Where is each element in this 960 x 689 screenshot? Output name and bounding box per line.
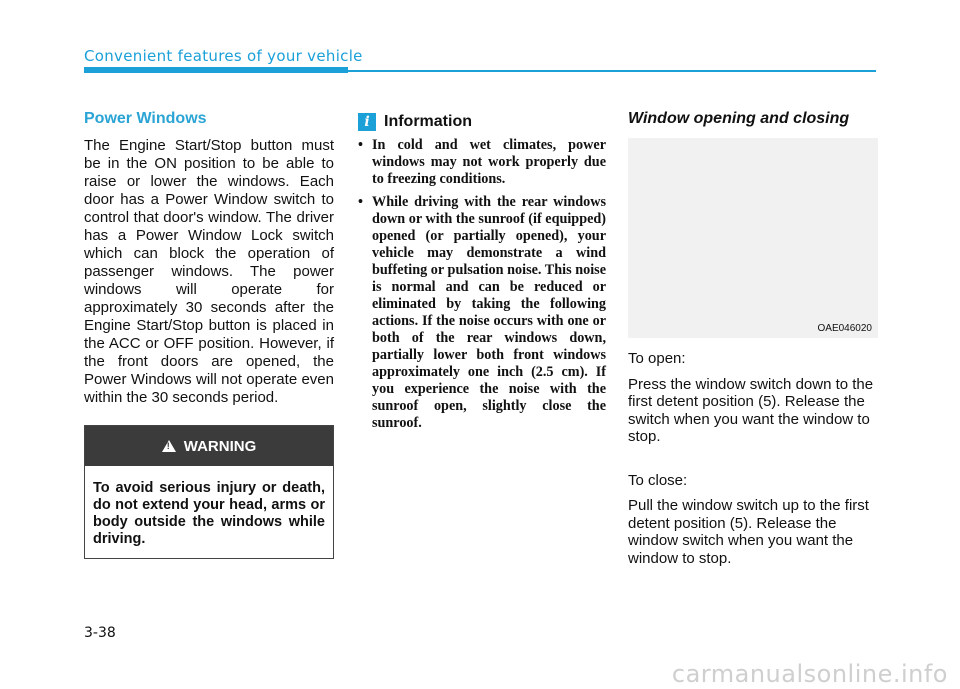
information-list (358, 137, 606, 432)
list-item: • While driving with the rear windows down or with the sunroof (if equipped) opened (or partially opened), your vehicle may demonstrate a wind buffeting or pulsation noise. This noise is normal and can be reduced or eliminated by taking the following actions. If the noise occurs with one or both of the rear windows down, partially lower both front windows approximately one inch (2.5 cm). If you experience the noise with the sunroof open, slightly close the sunroof. (358, 194, 606, 432)
warning-header (85, 426, 333, 466)
close-text: Pull the window switch up to the first detent position (5). Release the window switch when you want the window to stop. (628, 497, 869, 567)
power-windows-title: Power Windows (84, 110, 207, 127)
close-label: To close: (628, 471, 688, 489)
information-title: Information (384, 113, 472, 130)
warning-label: WARNING (183, 437, 257, 455)
window-switch-figure (628, 138, 878, 338)
window-opening-title: Window opening and closing (628, 110, 850, 127)
section-header: Convenient features of your vehicle (84, 47, 363, 65)
info-icon: i (358, 113, 376, 131)
information-header (358, 113, 606, 131)
column-power-windows (84, 110, 334, 559)
list-item: • In cold and wet climates, power windows may not work properly due to freezing conditions. (358, 137, 606, 188)
column-window-opening (628, 110, 878, 575)
warning-triangle-icon (162, 440, 176, 452)
watermark: carmanualsonline.info (671, 660, 948, 688)
open-label: To open: (628, 350, 686, 367)
warning-box (84, 425, 334, 559)
header-rule-accent (84, 67, 348, 73)
column-information (358, 113, 606, 438)
figure-code: OAE046020 (817, 323, 872, 334)
header-rule (348, 70, 876, 72)
open-text: Press the window switch down to the first detent position (5). Release the switch when you want the window to stop. (628, 375, 874, 445)
power-windows-body: The Engine Start/Stop button must be in the ON position to be able to raise or lower the windows. Each door has a Power Window switch to control that door's window. The driver has a Power Window Lock switch which can block the operation of passenger windows. The power windows will operate for approximately 30 seconds after the Engine Start/Stop button is placed in the ACC or OFF position. However, if the front doors are opened, the Power Windows will not operate even within the 30 seconds period. (84, 137, 334, 406)
page-number: 3-38 (84, 625, 116, 641)
warning-text: To avoid serious injury or death, do not extend your head, arms or body outside the windows while driving. (93, 480, 325, 547)
